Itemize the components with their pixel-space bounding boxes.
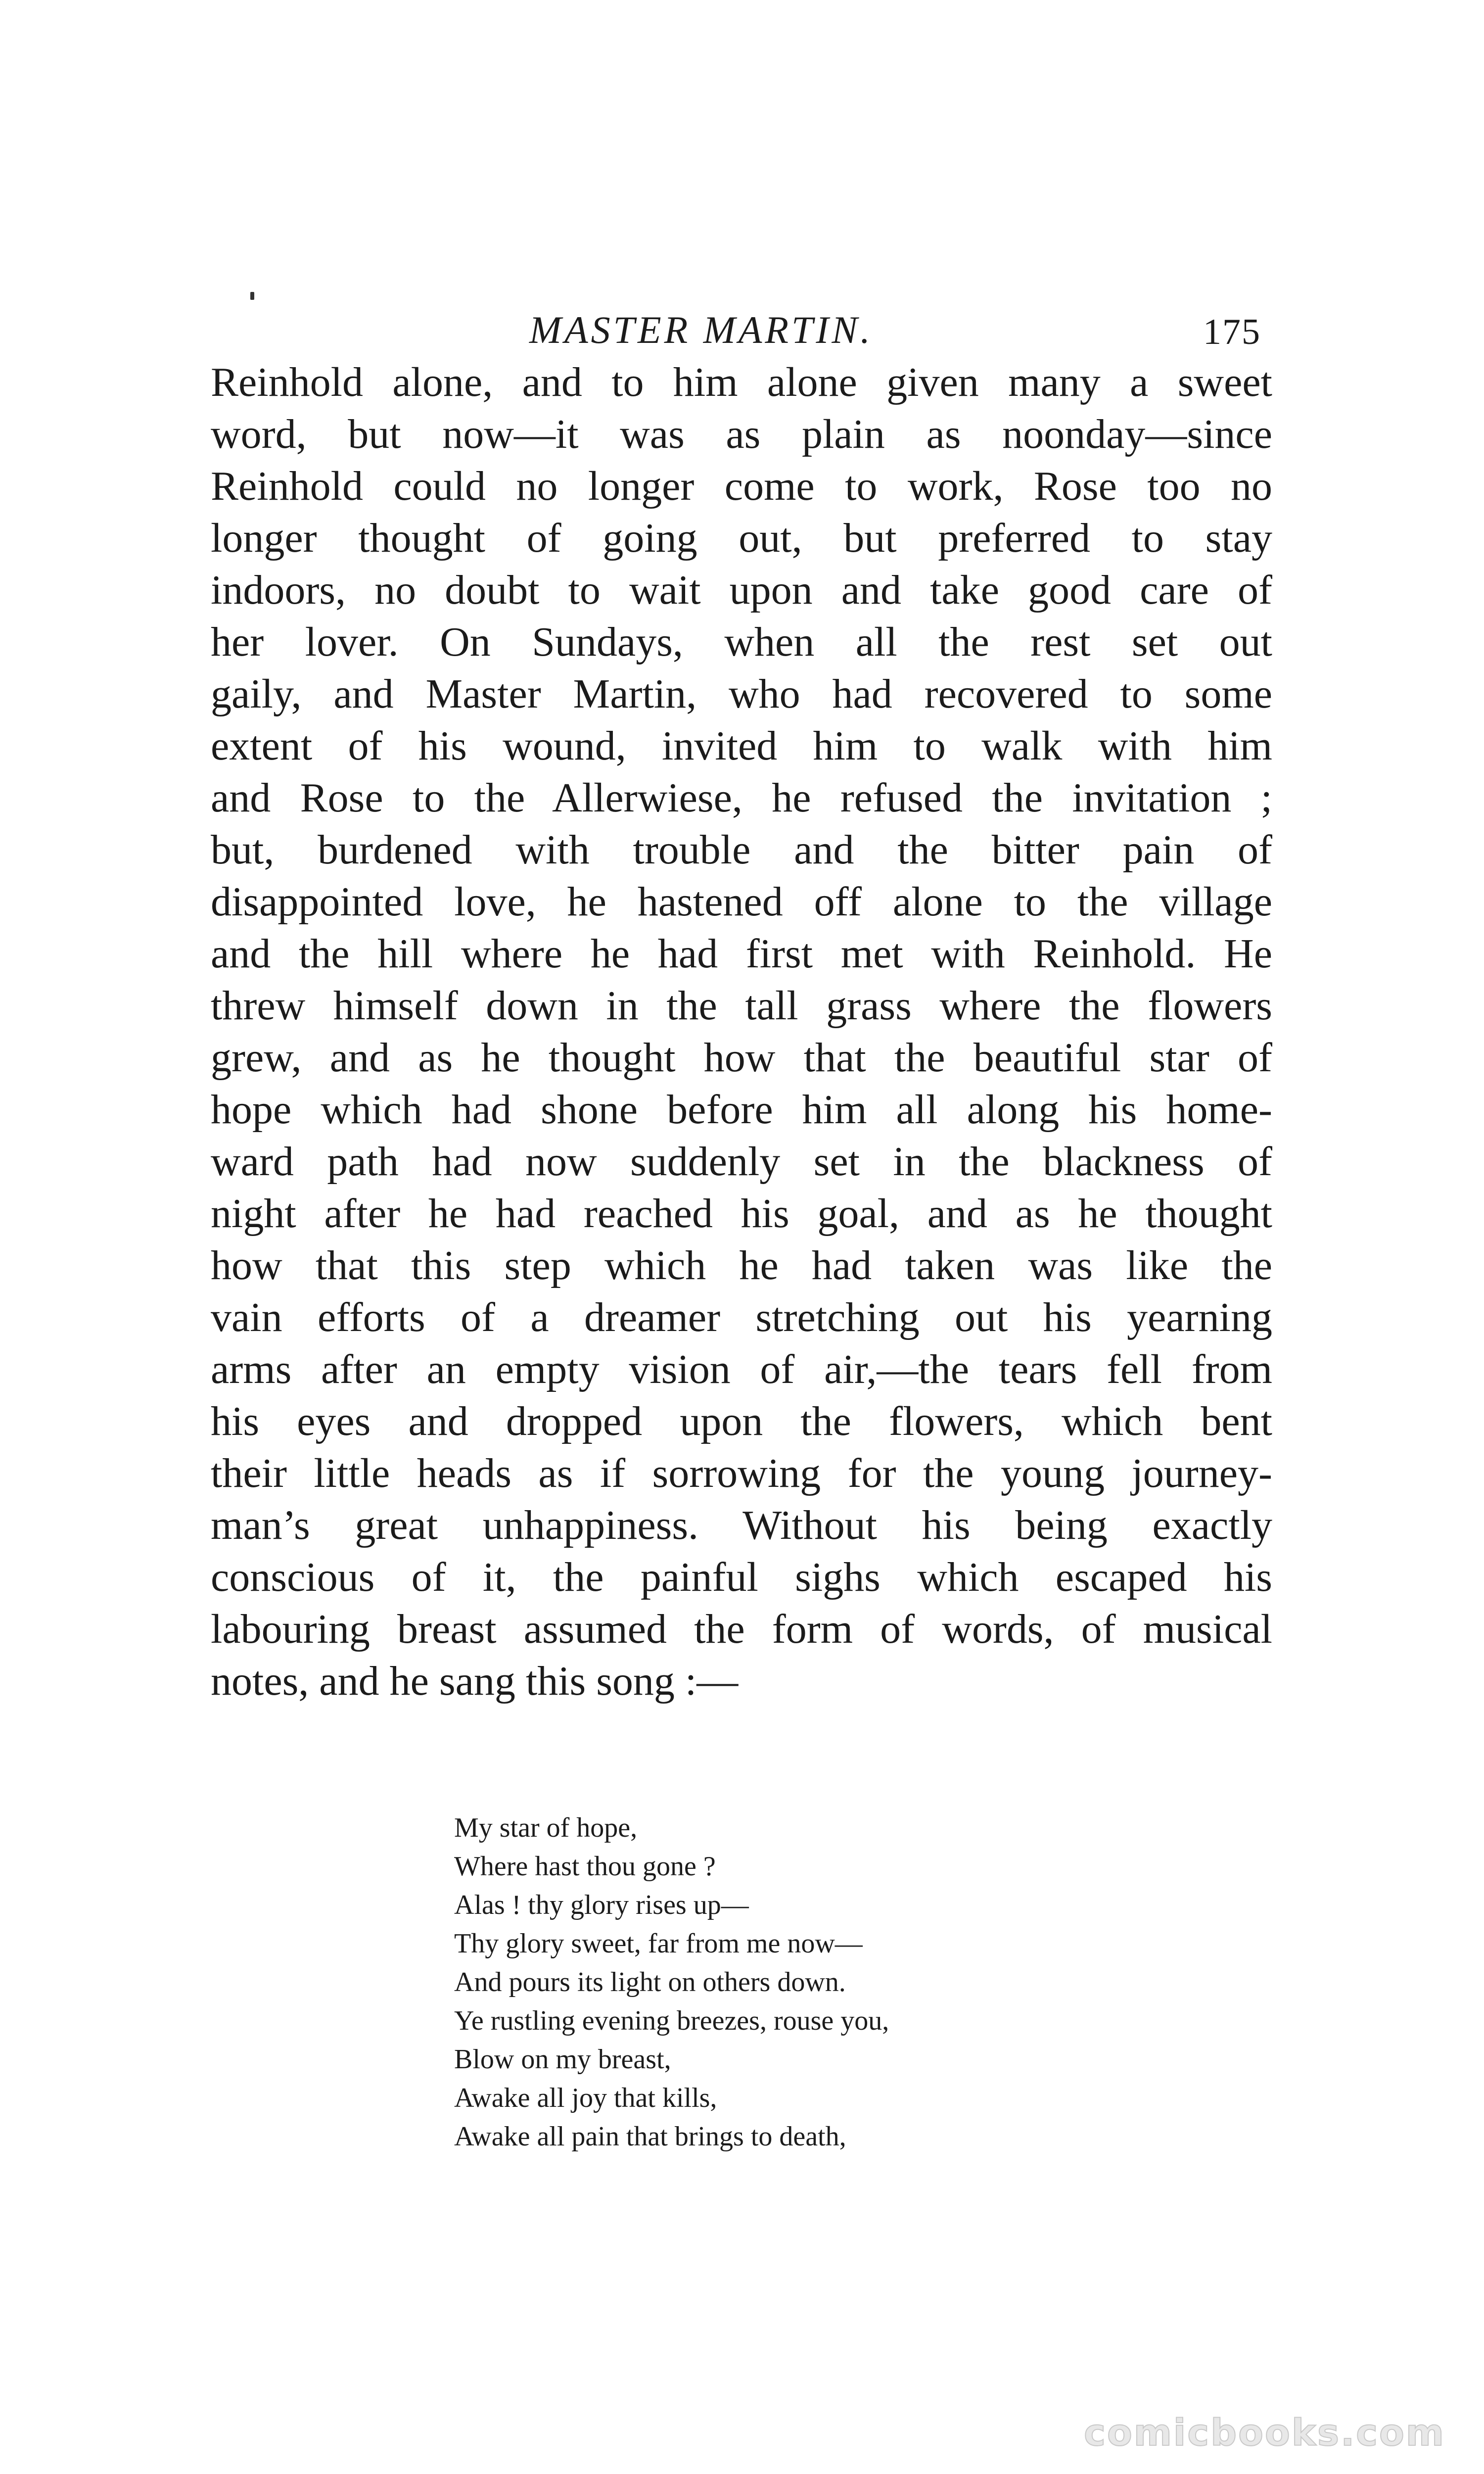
verse-line: Ye rustling evening breezes, rouse you, bbox=[454, 2005, 889, 2036]
text-line: grew, and as he thought how that the beautiful star of bbox=[211, 1035, 1272, 1081]
text-line: hope which had shone before him all along his home- bbox=[211, 1087, 1272, 1133]
text-line: vain efforts of a dreamer stretching out his yearning bbox=[211, 1294, 1272, 1340]
verse-line: My star of hope, bbox=[454, 1812, 638, 1843]
text-line: Reinhold alone, and to him alone given many a sweet bbox=[211, 359, 1272, 405]
text-line: conscious of it, the painful sighs which escaped his bbox=[211, 1554, 1272, 1600]
text-line: ward path had now suddenly set in the blackness of bbox=[211, 1139, 1272, 1185]
text-line: their little heads as if sorrowing for the young journey- bbox=[211, 1450, 1272, 1496]
text-line: and the hill where he had first met with Reinhold. He bbox=[211, 931, 1272, 977]
text-line: notes, and he sang this song :— bbox=[211, 1658, 739, 1704]
running-title: MASTER MARTIN. bbox=[529, 308, 873, 351]
page-number: 175 bbox=[1203, 312, 1261, 352]
song-verse bbox=[454, 1808, 1097, 2156]
verse-line: Alas ! thy glory rises up— bbox=[454, 1890, 749, 1920]
text-line: man’s great unhappiness. Without his being exactly bbox=[211, 1502, 1272, 1548]
text-line: her lover. On Sundays, when all the rest set out bbox=[211, 619, 1272, 665]
verse-line: Awake all pain that brings to death, bbox=[454, 2121, 846, 2152]
text-line: his eyes and dropped upon the flowers, which bent bbox=[211, 1398, 1272, 1444]
text-line: but, burdened with trouble and the bitter pain of bbox=[211, 827, 1272, 873]
text-line: indoors, no doubt to wait upon and take good care of bbox=[211, 567, 1272, 613]
text-line: threw himself down in the tall grass where the flowers bbox=[211, 983, 1272, 1029]
text-line: gaily, and Master Martin, who had recovered to some bbox=[211, 671, 1272, 717]
text-line: disappointed love, he hastened off alone to the village bbox=[211, 879, 1272, 925]
prose-paragraph bbox=[211, 356, 1272, 1707]
site-watermark: comicbooks.com bbox=[1084, 2412, 1445, 2454]
text-line: word, but now—it was as plain as noonday—since bbox=[211, 411, 1272, 457]
verse-line: Thy glory sweet, far from me now— bbox=[454, 1928, 863, 1959]
verse-line: Where hast thou gone ? bbox=[454, 1851, 716, 1882]
text-line: extent of his wound, invited him to walk with him bbox=[211, 723, 1272, 769]
verse-line: Blow on my breast, bbox=[454, 2044, 671, 2075]
text-line: and Rose to the Allerwiese, he refused the invitation ; bbox=[211, 775, 1272, 821]
text-line: arms after an empty vision of air,—the tears fell from bbox=[211, 1346, 1272, 1392]
text-line: how that this step which he had taken was like the bbox=[211, 1242, 1272, 1288]
verse-line: And pours its light on others down. bbox=[454, 1967, 846, 1998]
text-line: longer thought of going out, but preferred to stay bbox=[211, 515, 1272, 561]
text-line: Reinhold could no longer come to work, Rose too no bbox=[211, 463, 1272, 509]
text-line: labouring breast assumed the form of words, of musical bbox=[211, 1606, 1272, 1652]
ink-speck bbox=[250, 292, 254, 300]
verse-line: Awake all joy that kills, bbox=[454, 2083, 717, 2113]
text-line: night after he had reached his goal, and as he thought bbox=[211, 1190, 1272, 1237]
